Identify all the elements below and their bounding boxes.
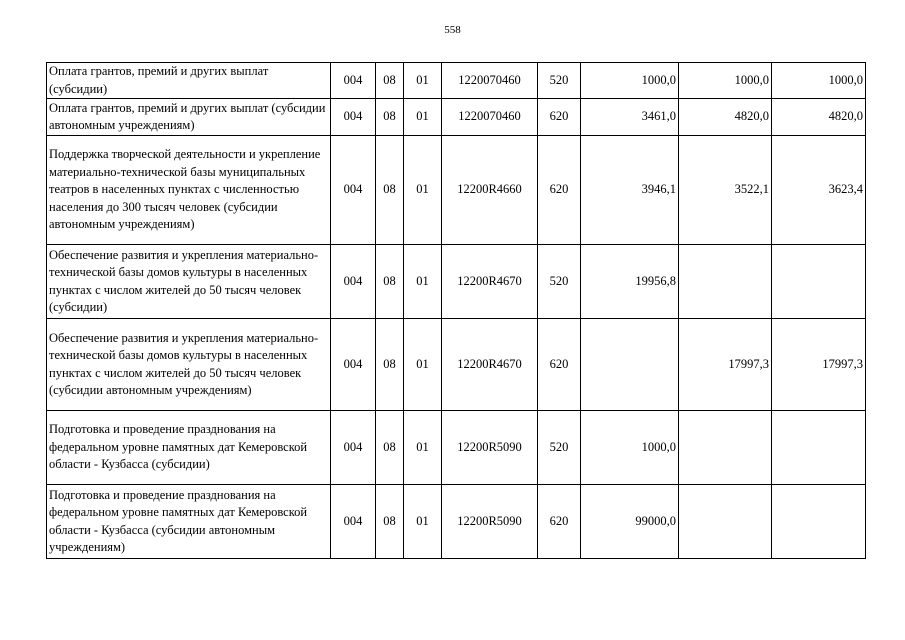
section-code: 08 — [376, 485, 404, 559]
subsection-code: 01 — [404, 485, 442, 559]
amount-year-1 — [581, 319, 679, 411]
target-article-code: 12200R5090 — [442, 485, 538, 559]
item-name: Поддержка творческой деятельности и укрепление материально-технической базы муниципальных театров в населенных пунктах с численностью населения до 300 тысяч человек (субсидии автономным учреждениям) — [47, 136, 331, 245]
target-article-code: 1220070460 — [442, 63, 538, 99]
amount-year-2: 1000,0 — [679, 63, 772, 99]
table-row — [47, 411, 866, 485]
subsection-code: 01 — [404, 319, 442, 411]
ministry-code: 004 — [331, 63, 376, 99]
amount-year-2 — [679, 411, 772, 485]
item-name: Оплата грантов, премий и других выплат (субсидии автономным учреждениям) — [47, 99, 331, 136]
ministry-code: 004 — [331, 245, 376, 319]
ministry-code: 004 — [331, 485, 376, 559]
expense-type-code: 620 — [538, 485, 581, 559]
expense-type-code: 620 — [538, 319, 581, 411]
amount-year-3: 3623,4 — [772, 136, 866, 245]
table-row — [47, 245, 866, 319]
budget-table — [46, 62, 866, 559]
section-code: 08 — [376, 136, 404, 245]
target-article-code: 12200R4670 — [442, 319, 538, 411]
item-name: Оплата грантов, премий и других выплат (субсидии) — [47, 63, 331, 99]
amount-year-3: 4820,0 — [772, 99, 866, 136]
expense-type-code: 620 — [538, 99, 581, 136]
amount-year-3: 17997,3 — [772, 319, 866, 411]
expense-type-code: 520 — [538, 63, 581, 99]
target-article-code: 12200R4660 — [442, 136, 538, 245]
subsection-code: 01 — [404, 411, 442, 485]
table-row — [47, 136, 866, 245]
amount-year-2 — [679, 485, 772, 559]
table-row — [47, 63, 866, 99]
amount-year-1: 1000,0 — [581, 63, 679, 99]
expense-type-code: 520 — [538, 411, 581, 485]
amount-year-1: 19956,8 — [581, 245, 679, 319]
amount-year-1: 3946,1 — [581, 136, 679, 245]
amount-year-1: 1000,0 — [581, 411, 679, 485]
amount-year-3 — [772, 411, 866, 485]
subsection-code: 01 — [404, 245, 442, 319]
table-row — [47, 485, 866, 559]
amount-year-1: 99000,0 — [581, 485, 679, 559]
item-name: Подготовка и проведение празднования на федеральном уровне памятных дат Кемеровской области - Кузбасса (субсидии) — [47, 411, 331, 485]
subsection-code: 01 — [404, 99, 442, 136]
item-name: Обеспечение развития и укрепления материально-технической базы домов культуры в населенных пунктах с числом жителей до 50 тысяч человек (субсидии автономным учреждениям) — [47, 319, 331, 411]
section-code: 08 — [376, 411, 404, 485]
amount-year-3 — [772, 485, 866, 559]
ministry-code: 004 — [331, 136, 376, 245]
amount-year-1: 3461,0 — [581, 99, 679, 136]
expense-type-code: 620 — [538, 136, 581, 245]
amount-year-3 — [772, 245, 866, 319]
subsection-code: 01 — [404, 136, 442, 245]
item-name: Обеспечение развития и укрепления материально-технической базы домов культуры в населенных пунктах с числом жителей до 50 тысяч человек (субсидии) — [47, 245, 331, 319]
amount-year-3: 1000,0 — [772, 63, 866, 99]
amount-year-2: 17997,3 — [679, 319, 772, 411]
table-row — [47, 99, 866, 136]
amount-year-2: 3522,1 — [679, 136, 772, 245]
amount-year-2: 4820,0 — [679, 99, 772, 136]
expense-type-code: 520 — [538, 245, 581, 319]
ministry-code: 004 — [331, 411, 376, 485]
subsection-code: 01 — [404, 63, 442, 99]
target-article-code: 1220070460 — [442, 99, 538, 136]
page-number: 558 — [444, 24, 461, 36]
section-code: 08 — [376, 319, 404, 411]
ministry-code: 004 — [331, 319, 376, 411]
section-code: 08 — [376, 245, 404, 319]
target-article-code: 12200R5090 — [442, 411, 538, 485]
table-row — [47, 319, 866, 411]
section-code: 08 — [376, 63, 404, 99]
amount-year-2 — [679, 245, 772, 319]
target-article-code: 12200R4670 — [442, 245, 538, 319]
section-code: 08 — [376, 99, 404, 136]
ministry-code: 004 — [331, 99, 376, 136]
item-name: Подготовка и проведение празднования на федеральном уровне памятных дат Кемеровской области - Кузбасса (субсидии автономным учреждениям) — [47, 485, 331, 559]
